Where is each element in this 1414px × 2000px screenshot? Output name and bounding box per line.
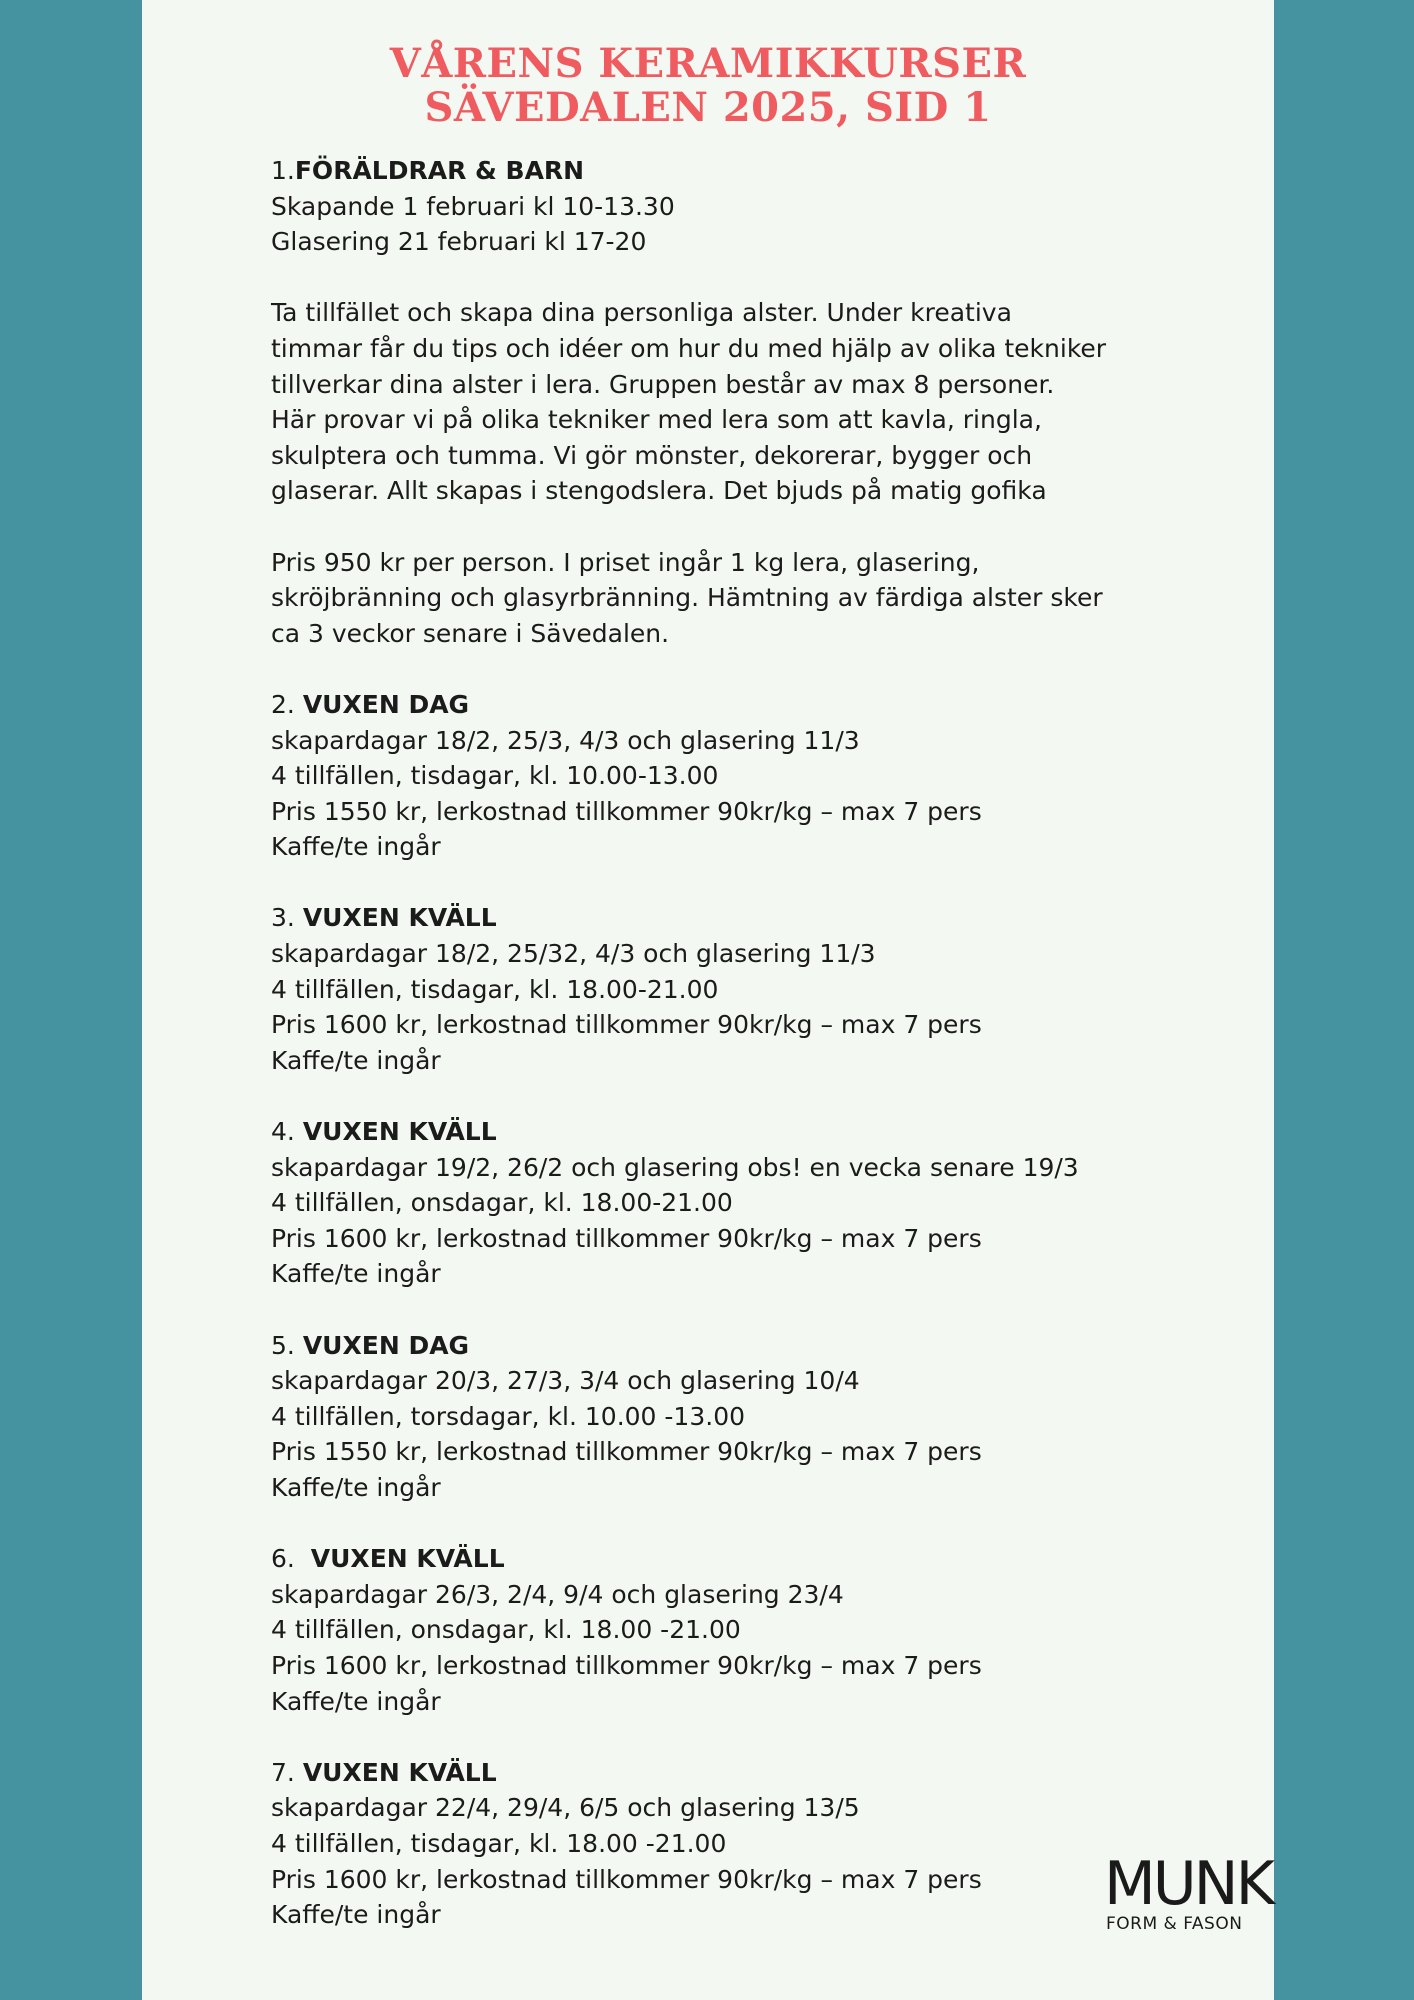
course-heading: VUXEN KVÄLL	[310, 1544, 505, 1574]
course-dates: skapardagar 19/2, 26/2 och glasering obs! en vecka senare 19/3	[271, 1152, 1079, 1182]
course-number: 3.	[271, 903, 295, 933]
course-price: Pris 1550 kr, lerkostnad tillkommer 90kr/kg – max 7 pers	[271, 796, 982, 826]
course-list	[271, 153, 1231, 1933]
course-description-line: tillverkar dina alster i lera. Gruppen består av max 8 personer.	[271, 369, 1055, 399]
course-heading-line	[271, 1328, 1231, 1364]
course-heading-line	[271, 900, 1231, 936]
course-description-line: timmar får du tips och idéer om hur du med hjälp av olika tekniker	[271, 333, 1107, 363]
title-line-1: VÅRENS KERAMIKKURSER	[389, 40, 1027, 87]
flyer-page	[142, 0, 1274, 2000]
course-sessions: 4 tillfällen, tisdagar, kl. 18.00-21.00	[271, 974, 719, 1004]
course-sessions: 4 tillfällen, torsdagar, kl. 10.00 -13.00	[271, 1401, 745, 1431]
course-description-line: Ta tillfället och skapa dina personliga alster. Under kreativa	[271, 298, 1012, 328]
spacer	[271, 260, 1231, 296]
course-description-line: Här provar vi på olika tekniker med lera som att kavla, ringla,	[271, 405, 1042, 435]
logo-subtitle: FORM & FASON	[1106, 1914, 1243, 1934]
course-price: Pris 1600 kr, lerkostnad tillkommer 90kr/kg – max 7 pers	[271, 1864, 982, 1894]
course-date-line: Glasering 21 februari kl 17-20	[271, 227, 647, 257]
course-number: 4.	[271, 1117, 295, 1147]
course-7	[271, 1755, 1231, 1933]
course-price: Pris 1600 kr, lerkostnad tillkommer 90kr/kg – max 7 pers	[271, 1223, 982, 1253]
course-6	[271, 1541, 1231, 1755]
course-price: Pris 1600 kr, lerkostnad tillkommer 90kr/kg – max 7 pers	[271, 1010, 982, 1040]
course-sessions: 4 tillfällen, tisdagar, kl. 10.00-13.00	[271, 761, 719, 791]
course-heading: VUXEN KVÄLL	[302, 1757, 497, 1787]
course-price: Pris 1600 kr, lerkostnad tillkommer 90kr/kg – max 7 pers	[271, 1650, 982, 1680]
title-line-2: SÄVEDALEN 2025, SID 1	[424, 84, 992, 131]
course-3	[271, 900, 1231, 1114]
course-heading-line	[271, 1541, 1231, 1577]
course-sessions: 4 tillfällen, onsdagar, kl. 18.00 -21.00	[271, 1615, 741, 1645]
course-number: 2.	[271, 689, 295, 719]
course-dates: skapardagar 20/3, 27/3, 3/4 och glasering 10/4	[271, 1366, 860, 1396]
course-2	[271, 687, 1231, 901]
course-extra: Kaffe/te ingår	[271, 832, 441, 862]
course-1	[271, 153, 1231, 687]
course-price: Pris 1550 kr, lerkostnad tillkommer 90kr/kg – max 7 pers	[271, 1437, 982, 1467]
course-heading: VUXEN KVÄLL	[302, 1117, 497, 1147]
course-description-line: glaserar. Allt skapas i stengodslera. Det bjuds på matig gofika	[271, 476, 1047, 506]
course-heading: VUXEN KVÄLL	[302, 903, 497, 933]
course-number: 1.	[271, 156, 295, 185]
spacer	[271, 1078, 1231, 1114]
course-extra: Kaffe/te ingår	[271, 1472, 441, 1502]
course-heading-line	[271, 1755, 1231, 1791]
page-title	[142, 42, 1274, 130]
course-dates: skapardagar 22/4, 29/4, 6/5 och glasering 13/5	[271, 1793, 860, 1823]
course-heading-line	[271, 687, 1231, 723]
course-dates: skapardagar 26/3, 2/4, 9/4 och glasering 23/4	[271, 1579, 844, 1609]
course-dates: skapardagar 18/2, 25/32, 4/3 och glasering 11/3	[271, 939, 876, 969]
course-price-line: Pris 950 kr per person. I priset ingår 1 kg lera, glasering,	[271, 547, 980, 577]
spacer	[271, 651, 1231, 687]
course-5	[271, 1328, 1231, 1542]
course-4	[271, 1114, 1231, 1328]
course-sessions: 4 tillfällen, onsdagar, kl. 18.00-21.00	[271, 1188, 733, 1218]
course-extra: Kaffe/te ingår	[271, 1259, 441, 1289]
spacer	[271, 865, 1231, 901]
spacer	[271, 509, 1231, 545]
course-number: 5.	[271, 1330, 295, 1360]
munk-logo	[1104, 1849, 1272, 1939]
logo-wordmark: MUNK	[1104, 1849, 1272, 1919]
spacer	[271, 1506, 1231, 1542]
course-date-line: Skapande 1 februari kl 10-13.30	[271, 191, 675, 221]
course-heading: VUXEN DAG	[302, 689, 470, 719]
spacer	[271, 1719, 1231, 1755]
course-sessions: 4 tillfällen, tisdagar, kl. 18.00 -21.00	[271, 1828, 727, 1858]
course-extra: Kaffe/te ingår	[271, 1045, 441, 1075]
course-price-line: skröjbränning och glasyrbränning. Hämtning av färdiga alster sker	[271, 583, 1103, 613]
course-price-line: ca 3 veckor senare i Sävedalen.	[271, 618, 670, 648]
course-heading-line	[271, 153, 1231, 189]
course-heading-line	[271, 1114, 1231, 1150]
spacer	[271, 1292, 1231, 1328]
course-description-line: skulptera och tumma. Vi gör mönster, dekorerar, bygger och	[271, 440, 1033, 470]
course-dates: skapardagar 18/2, 25/3, 4/3 och glasering 11/3	[271, 725, 860, 755]
course-extra: Kaffe/te ingår	[271, 1686, 441, 1716]
course-extra: Kaffe/te ingår	[271, 1900, 441, 1930]
course-heading: FÖRÄLDRAR & BARN	[294, 156, 585, 185]
course-heading: VUXEN DAG	[302, 1330, 470, 1360]
course-number: 6.	[271, 1544, 295, 1574]
course-number: 7.	[271, 1757, 295, 1787]
